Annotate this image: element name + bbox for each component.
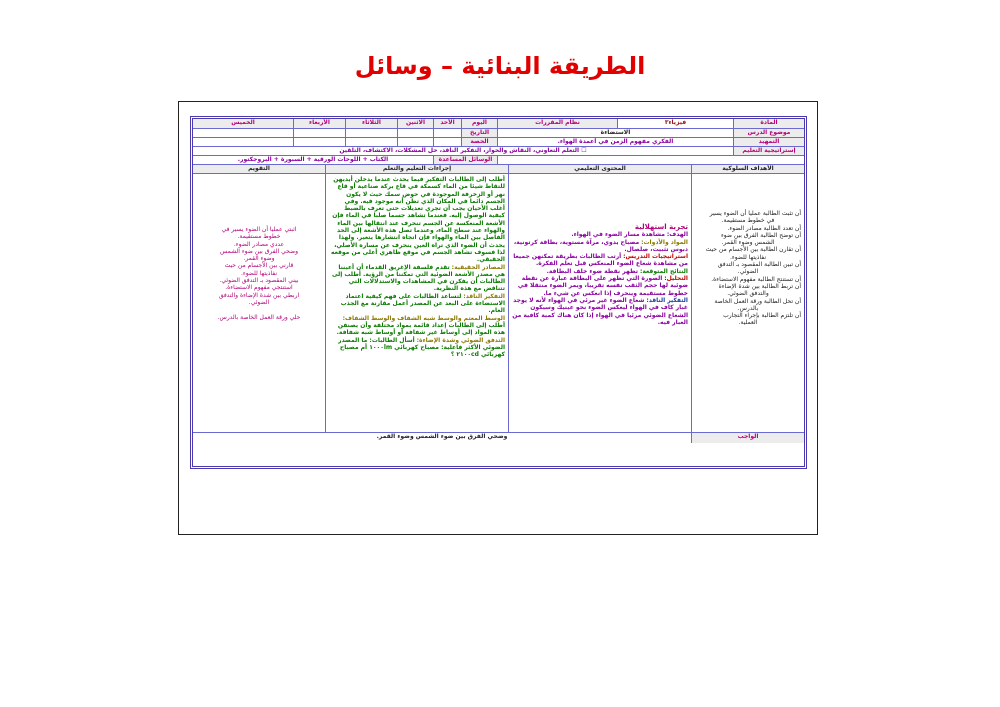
evaluation-item: اربطي بين شدة الإضاءة والتدفق [218, 291, 300, 299]
evaluation-column-header: التقويم [193, 165, 325, 173]
lesson-plan-table [190, 116, 807, 469]
lesson-body-row [193, 174, 804, 433]
homework-text: وضحي الفرق بين ضوء الشمس وضوء القمر. [376, 433, 508, 440]
header-row-intro [193, 138, 804, 147]
subject-label: المادة [733, 119, 804, 128]
day-monday: الاثنين [397, 119, 433, 128]
intro-value: الفكري مفهوم الزمن في أعمدة الهواء. [497, 138, 733, 146]
goal-item: أن تستنتج الطالبة مفهوم الاستضاءة. [711, 275, 801, 283]
evaluation-column [193, 174, 325, 432]
goal-item: أن تحل الطالبة ورقة العمل الخاصة [714, 297, 801, 305]
period-cell [433, 138, 461, 146]
goal-item: أن تلتزم الطالبة بإجراء التجارب [723, 312, 801, 320]
homework-row [193, 433, 804, 443]
goal-item: أن تقارن الطالبة بين الأجسام من حيث [705, 246, 801, 254]
goal-item: أن تعدد الطالبة مصادر الضوء. [727, 224, 801, 232]
header-row-aids [193, 156, 804, 165]
evaluation-item: استنتجي مفهوم الاستضاءة. [225, 284, 293, 292]
evaluation-item: وضحي الفرق بين ضوء الشمس [219, 247, 299, 255]
goal-item: في خطوط مستقيمة. [721, 217, 775, 225]
content-column [508, 174, 691, 432]
goal-item: والتدفق الضوئي. [727, 290, 769, 298]
goal-item: الشمس وضوء القمر. [721, 239, 775, 247]
aids-label: الوسائل المساعدة [433, 156, 497, 164]
period-cell [293, 138, 345, 146]
columns-header-row [193, 165, 804, 174]
evaluation-item: عددي مصادر الضوء. [233, 240, 285, 248]
date-cell [397, 129, 433, 137]
period-label: الحصة [461, 138, 497, 146]
subject-value: فيزياء٣ [617, 119, 733, 128]
day-sunday: الأحد [433, 119, 461, 128]
evaluation-item: حلي ورقة العمل الخاصة بالدرس. [217, 313, 301, 321]
content-analysis: التحليل: الصورة التي تظهر على البطاقة عبارة عن نقطة ضوئية لها حجم الثقب نفسه تقريبا، ويمر الضوء منتقلا في خطوط مستقيمة وينحرف إذا انعكس عن شيء ما. [517, 275, 688, 297]
day-tuesday: الثلاثاء [345, 119, 397, 128]
aids-value: الكتاب + اللوحات الورقية + السبورة + البروجكتور. [237, 156, 389, 163]
intro-label: التمهيد [733, 138, 804, 146]
goal-item: الضوئي. [737, 268, 759, 276]
goals-column-header: الأهداف السلوكية [691, 165, 804, 173]
strategy-value: ☐ التعلم التعاوني، النقاش والحوار، التفكير الناقد، حل المشكلات، الاكتشاف، التلقين [339, 147, 587, 154]
procedures-column [325, 174, 508, 432]
evaluation-item: قارني بين الأجسام من حيث [224, 262, 294, 270]
evaluation-item: اثبتي عمليا أن الضوء يسير في [221, 226, 297, 233]
courses-system-label: نظام المقررات [497, 119, 617, 128]
header-row-strategy [193, 147, 804, 156]
content-goal: الهدف: مشاهدة مسار الضوء في الهواء. [571, 231, 688, 239]
goal-item: أن تبين الطالبة المقصود بـ التدفق [717, 261, 801, 269]
procedure-flux: التدفق الضوئي وشدة الإضاءة: أسأل الطالبات: ما المصدر الضوئي الأكثر فاعلية: مصباح كهربائي ١٠٠٠lm أم مصباح كهربائي ٢١٠٠cd ؟ [338, 336, 505, 359]
day-label: اليوم [461, 119, 497, 128]
date-cell [433, 129, 461, 137]
evaluation-item: الضوئي. [248, 298, 270, 306]
strategy-label: إستراتيجية التعليم [733, 147, 804, 155]
content-column-header: المحتوى التعليمي [508, 165, 691, 173]
procedure-media: الوسط المعتم والوسط شبه الشفاف والوسط الشفاف: أطلب إلى الطالبات إعداد قائمة بمواد مختلفة وأن يصنفن هذه المواد إلى أوساط غير شفافة أو أوساط شبه شفافة. [336, 314, 505, 337]
procedure-share: التفكير الناقد: لتساعد الطالبات على فهم كيفية اعتماد الاستضاءة على البعد عن المصدر أعمل مقارنة مع الجذب العام. [340, 292, 505, 315]
evaluation-spacer [196, 306, 322, 313]
content-critical: التفكير الناقد: شعاع الضوء غير مرئي في الهواء لأنه لا يوجد غبار كاف في الهواء ليعكس الضوء نحو عينيك وسيكون الشعاع الضوئي مرئيا في الهواء إذا كان هناك كمية كافية من الغبار فيه. [512, 296, 688, 326]
evaluation-item: نفاذيتها للضوء. [240, 269, 278, 277]
homework-label: الواجب [691, 433, 804, 443]
goal-item: العملية. [738, 319, 758, 327]
experiment-title: تجربة استهلالية [634, 223, 688, 231]
aids-empty-cell [497, 156, 804, 164]
evaluation-item: بيني المقصود بـ التدفق الضوئي. [219, 277, 299, 285]
procedure-paragraph: أطلب إلى الطالبات التفكير فيما يحدث عندما يدخلن أيديهن للتقاط شيئا من الماء كسمكة في قاع بركة صناعية أو قاع نهر أو الزخرفة الموجودة في حوض سمك حيث لا يكون الجسم دائما في المكان الذي تظن أنه موجود فيه. وفي أغلب الأحيان يجب أن تجري تعديلات حتى تعرف بالضبط كيفية الوصول إليه. فعندما تشاهد جسما صلبا في الماء فإن الأشعة المنعكسة عن الجسم تنحرف عند انتقالها بين الماء والهواء عند سطح الماء، وعندما تصل هذه الأشعة إلى الحد الفاصل بين الماء والهواء فإن اتجاه انتشارها يتغير. ولهذا يحدث أن الضوء الذي تراه العين ينحرف عن مساره الأصلي، لذا فسوف تشاهد الجسم في موقع ظاهري أعلى من موقعه الحقيقي. [330, 176, 505, 264]
period-cell [397, 138, 433, 146]
goal-item: أن تثبت الطالبة عمليا أن الضوء يسير [709, 210, 801, 217]
day-wednesday: الأربعاء [293, 119, 345, 128]
day-thursday: الخميس [193, 119, 293, 128]
content-strategy: استراتيجيات التدريس: أرتب الطالبات بطريقة تمكنهن جميعا من مشاهدة شعاع الضوء المنعكس قبل تعلم الفكرة. [513, 253, 688, 268]
content-tools: المواد والأدوات: مصباح يدوي، مرآة مستوية، بطاقة كرتونية، دبوس تثبيت، صلصال. [513, 238, 688, 253]
date-cell [345, 129, 397, 137]
date-cell [193, 129, 293, 137]
procedure-real-sources: المصادر الحقيقية: تقدم فلسفة الإغريق القدماء أن أعيننا هي مصدر الأشعة الضوئية التي تمكننا من الرؤية. أطلب إلى الطالبات أن يفكرن في المشاهدات والاستدلالات التي تتناقض مع هذه النظرية. [331, 263, 505, 293]
page-title: الطريقة البنائية – وسائل [354, 52, 646, 80]
date-label: التاريخ [461, 129, 497, 137]
goal-item: بالدرس. [737, 304, 759, 312]
header-row-subject [193, 119, 804, 129]
content-expected: النتائج المتوقعة: تظهر نقطة ضوء خلف البطاقة. [546, 267, 688, 275]
evaluation-item: وضوء القمر. [243, 255, 275, 263]
header-row-topic [193, 129, 804, 138]
lesson-topic-value: الاستضاءة [497, 129, 733, 137]
goal-item: نفاذيتها للضوء. [729, 253, 767, 261]
goal-item: أن توضح الطالبة الفرق بين ضوء [720, 231, 801, 239]
lesson-topic-label: موضوع الدرس [733, 129, 804, 137]
procedures-column-header: إجراءات التعليم والتعلم [325, 165, 508, 173]
evaluation-item: خطوط مستقيمة. [237, 233, 281, 241]
period-cell [193, 138, 293, 146]
period-cell [345, 138, 397, 146]
date-cell [293, 129, 345, 137]
goals-column [691, 174, 804, 432]
goal-item: أن تربط الطالبة بين شدة الإضاءة [718, 282, 801, 290]
